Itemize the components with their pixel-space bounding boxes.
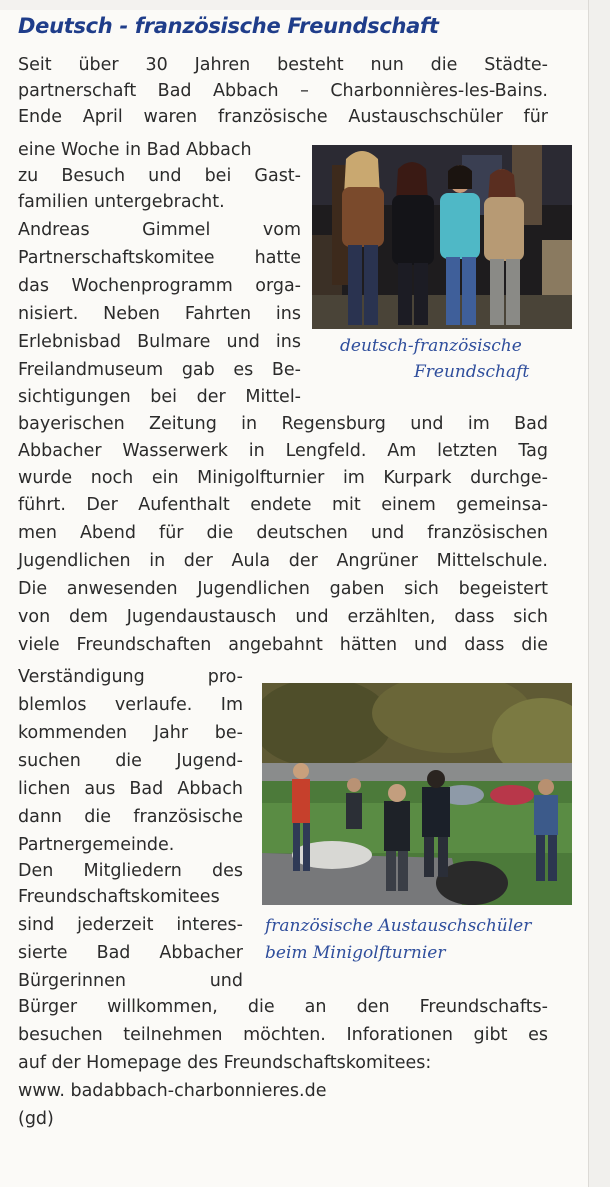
text-line: Die anwesenden Jugendlichen gaben sich begeistert (18, 579, 548, 599)
photo2-caption-line2: beim Minigolfturnier (265, 943, 446, 963)
text-line: Bürger willkommen, die an den Freundschafts- (18, 997, 548, 1017)
text-line: besuchen teilnehmen möchten. Inforationen gibt es (18, 1025, 548, 1045)
text-line: men Abend für die deutschen und französischen (18, 523, 548, 543)
text-line: nisiert. Neben Fahrten ins (18, 304, 301, 324)
article-title: Deutsch - französische Freundschaft (18, 14, 439, 38)
text-line: auf der Homepage des Freundschaftskomitees: (18, 1053, 432, 1073)
text-line: lichen aus Bad Abbach (18, 779, 243, 799)
text-line: suchen die Jugend- (18, 751, 243, 771)
author-initials: (gd) (18, 1109, 54, 1129)
homepage-url: www. badabbach-charbonnieres.de (18, 1081, 327, 1101)
text-line: sind jederzeit interes- (18, 915, 243, 935)
text-line: Jugendlichen in der Aula der Angrüner Mittelschule. (18, 551, 548, 571)
text-line: dann die französische (18, 807, 243, 827)
page-top-margin (0, 0, 588, 10)
photo1-caption-line2: Freundschaft (414, 362, 530, 382)
text-line: führt. Der Aufenthalt endete mit einem gemeinsa- (18, 495, 548, 515)
text-line: Freilandmuseum gab es Be- (18, 360, 301, 380)
text-line: partnerschaft Bad Abbach – Charbonnières-les-Bains. (18, 81, 548, 101)
text-line: Partnerschaftskomitee hatte (18, 248, 301, 268)
text-line: Bürgerinnen und (18, 971, 243, 991)
text-line: bayerischen Zeitung in Regensburg und im Bad (18, 414, 548, 434)
text-line: Andreas Gimmel vom (18, 220, 301, 240)
text-line: wurde noch ein Minigolfturnier im Kurpark durchge- (18, 468, 548, 488)
photo2-caption-line1: französische Austauschschüler (265, 916, 532, 936)
text-line: von dem Jugendaustausch und erzählten, dass sich (18, 607, 548, 627)
text-line: sichtigungen bei der Mittel- (18, 387, 301, 407)
photo-minigolf (262, 683, 572, 905)
text-line: zu Besuch und bei Gast- (18, 166, 301, 186)
text-line: familien untergebracht. (18, 192, 225, 212)
text-line: sierte Bad Abbacher (18, 943, 243, 963)
text-line: Abbacher Wasserwerk in Lengfeld. Am letzten Tag (18, 441, 548, 461)
text-line: eine Woche in Bad Abbach (18, 140, 252, 160)
text-line: viele Freundschaften angebahnt hätten und dass die (18, 635, 548, 655)
text-line: blemlos verlaufe. Im (18, 695, 243, 715)
text-line: Erlebnisbad Bulmare und ins (18, 332, 301, 352)
text-line: das Wochenprogramm orga- (18, 276, 301, 296)
page-gutter (588, 0, 610, 1187)
text-line: kommenden Jahr be- (18, 723, 243, 743)
text-line: Den Mitgliedern des (18, 861, 243, 881)
photo1-caption-line1: deutsch-französische (340, 336, 522, 356)
text-line: Freundschaftskomitees (18, 887, 220, 907)
text-line: Partnergemeinde. (18, 835, 175, 855)
photo-four-students (312, 145, 572, 329)
text-line: Seit über 30 Jahren besteht nun die Städte- (18, 55, 548, 75)
text-line: Ende April waren französische Austauschschüler für (18, 107, 548, 127)
text-line: Verständigung pro- (18, 667, 243, 687)
